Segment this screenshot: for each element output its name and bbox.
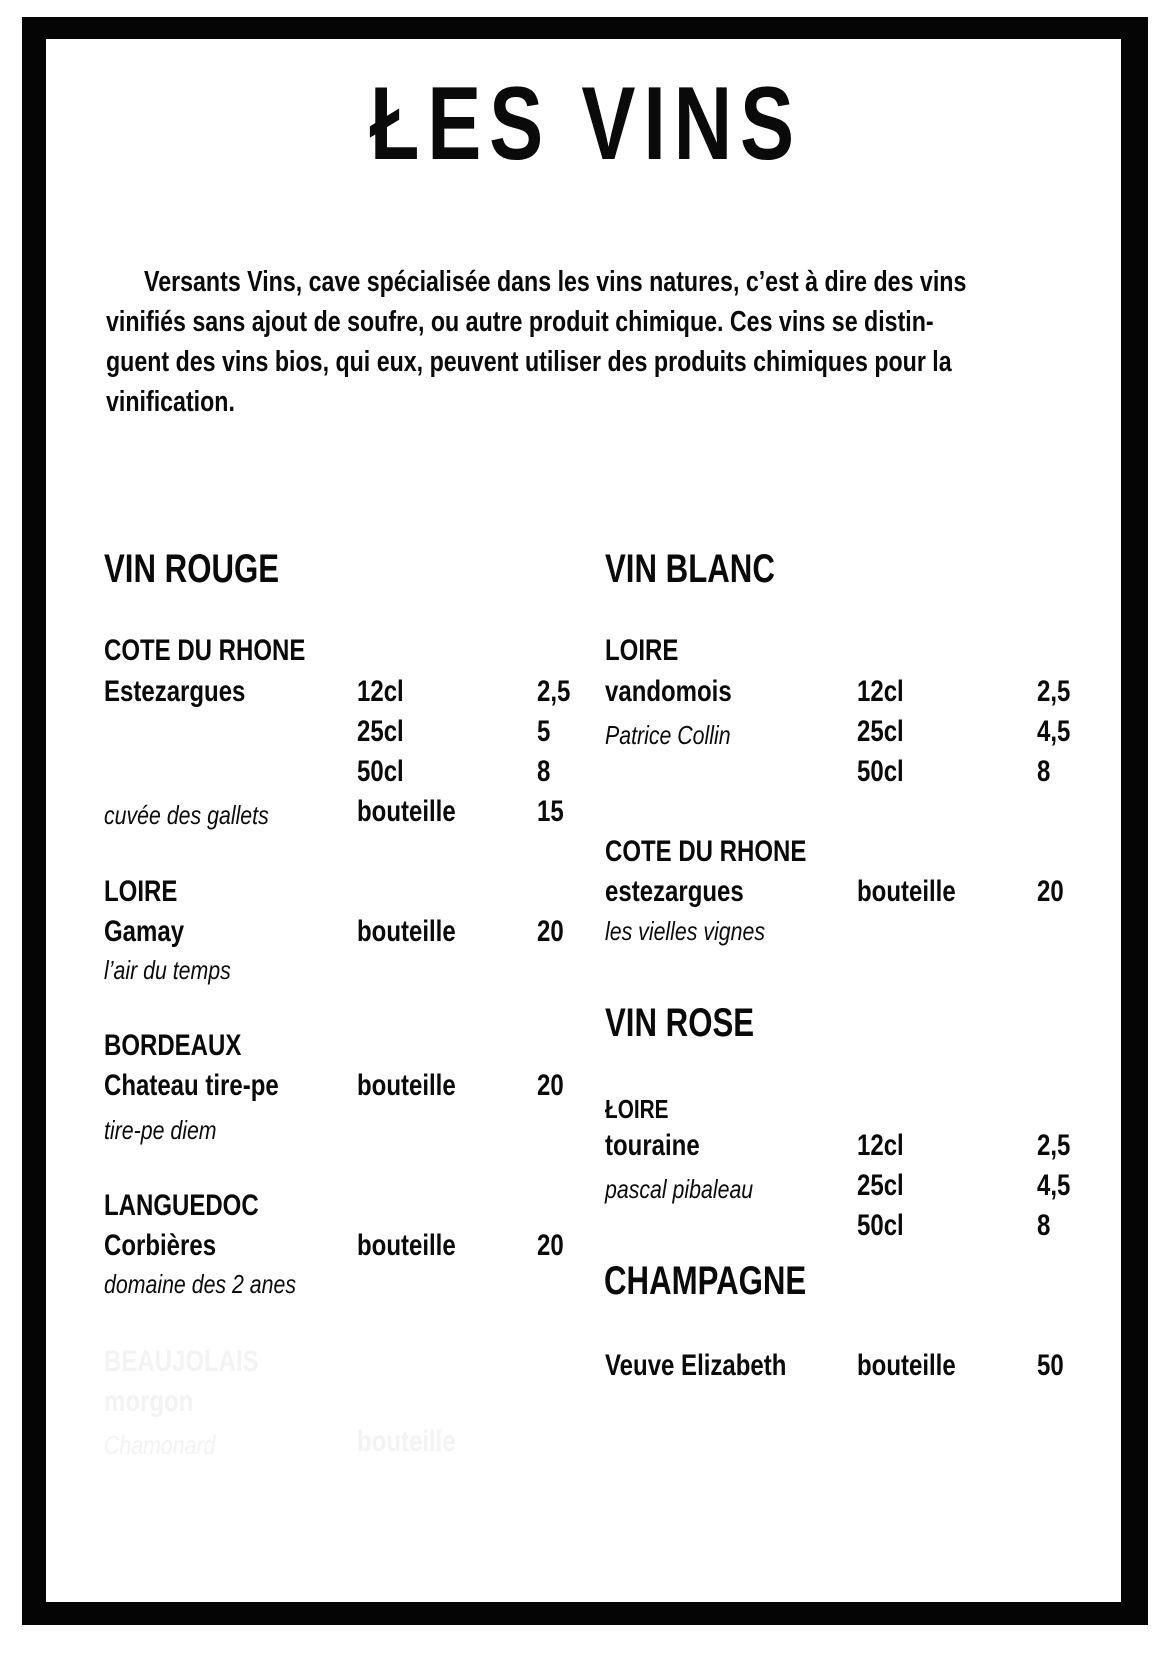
wine-name: Veuve Elizabeth <box>605 1349 787 1382</box>
wine-cuvee: Patrice Collin <box>605 720 731 750</box>
region-beaujolais-faded: BEAUJOLAIS <box>104 1345 259 1378</box>
intro-line: vinification. <box>106 386 235 418</box>
wine-cuvee: les vielles vignes <box>605 916 765 946</box>
wine-size: 12cl <box>357 675 404 708</box>
wine-name: Corbières <box>104 1229 217 1262</box>
wine-price: 2,5 <box>537 675 571 708</box>
section-heading-vin-rose: VIN ROSE <box>605 1001 755 1045</box>
wine-cuvee: domaine des 2 anes <box>104 1269 297 1299</box>
wine-name: estezargues <box>605 875 744 908</box>
wine-price: 20 <box>537 1229 564 1262</box>
wine-size: bouteille <box>357 1229 456 1262</box>
wine-size: bouteille <box>857 875 956 908</box>
wine-name: Gamay <box>104 915 185 948</box>
section-heading-vin-rouge: VIN ROUGE <box>104 547 280 591</box>
wine-cuvee: pascal pibaleau <box>605 1174 754 1204</box>
wine-price: 20 <box>537 915 564 948</box>
section-heading-champagne: CHAMPAGNE <box>604 1259 807 1303</box>
wine-price: 15 <box>537 795 564 828</box>
wine-size: 50cl <box>857 755 904 788</box>
region-bordeaux: BORDEAUX <box>104 1029 242 1062</box>
wine-size: 25cl <box>357 715 404 748</box>
region-cote-du-rhone: COTE DU RHONE <box>605 835 807 868</box>
wine-size: bouteille <box>357 1069 456 1102</box>
wine-price: 2,5 <box>1037 1129 1071 1162</box>
wine-size: 25cl <box>857 715 904 748</box>
wine-price: 8 <box>1037 1209 1051 1242</box>
wine-size: 50cl <box>857 1209 904 1242</box>
wine-size: bouteille <box>357 795 456 828</box>
wine-name-faded: morgon <box>104 1385 194 1418</box>
region-cote-du-rhone: COTE DU RHONE <box>104 634 306 667</box>
region-languedoc: LANGUEDOC <box>104 1189 259 1222</box>
wine-size: 50cl <box>357 755 404 788</box>
intro-line: vinifiés sans ajout de soufre, ou autre produit chimique. Ces vins se distin- <box>106 306 934 338</box>
region-loire: LOIRE <box>104 875 178 908</box>
section-heading-vin-blanc: VIN BLANC <box>605 547 775 591</box>
wine-size: 25cl <box>857 1169 904 1202</box>
wine-size-faded: bouteille <box>357 1425 456 1458</box>
region-loire: LOIRE <box>605 634 679 667</box>
wine-size: bouteille <box>357 915 456 948</box>
wine-cuvee: tire-pe diem <box>104 1115 217 1145</box>
wine-name: touraine <box>605 1129 700 1162</box>
wine-cuvee: cuvée des gallets <box>104 800 269 830</box>
wine-price: 2,5 <box>1037 675 1071 708</box>
wine-name: Estezargues <box>104 675 246 708</box>
wine-price: 20 <box>537 1069 564 1102</box>
wine-price: 8 <box>537 755 551 788</box>
page-title-text: ŁES VINS <box>369 66 802 182</box>
intro-line: Versants Vins, cave spécialisée dans les vins natures, c’est à dire des vins <box>144 266 967 298</box>
wine-size: bouteille <box>857 1349 956 1382</box>
wine-price: 20 <box>1037 875 1064 908</box>
wine-size: 12cl <box>857 1129 904 1162</box>
wine-size: 12cl <box>857 675 904 708</box>
wine-price: 4,5 <box>1037 715 1071 748</box>
region-loire: ŁOIRE <box>605 1094 669 1124</box>
wine-price: 5 <box>537 715 551 748</box>
wine-name: Chateau tire-pe <box>104 1069 279 1102</box>
wine-cuvee-faded: Chamonard <box>104 1430 216 1460</box>
wine-price: 8 <box>1037 755 1051 788</box>
intro-line: guent des vins bios, qui eux, peuvent utiliser des produits chimiques pour la <box>106 346 952 378</box>
wine-price: 4,5 <box>1037 1169 1071 1202</box>
page-title <box>0 66 1171 182</box>
wine-cuvee: l’air du temps <box>104 955 231 985</box>
wine-name: vandomois <box>605 675 732 708</box>
wine-price: 50 <box>1037 1349 1064 1382</box>
